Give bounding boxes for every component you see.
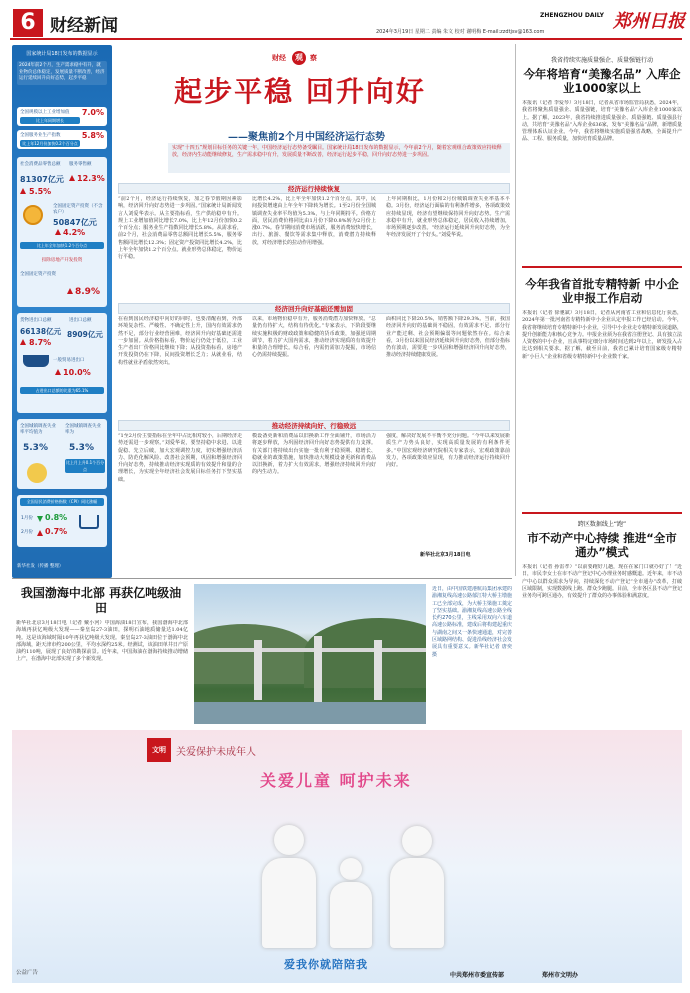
bottom-left-title: 我国渤海中北部 再获亿吨级油田 (20, 586, 182, 615)
page-number: 6 (13, 9, 43, 37)
section-title-3: 推动经济持续向好、行稳致远 (118, 420, 510, 431)
lead-col-c3: 强度，解决好发展不平衡不充分问题。“今年以来发展新质生产力势头良好，实现高质量发展的有利条件更多。”中国宏观经济研究院相关专家表示，宏观政策靠前发力，各项政策效应显现，有力推动经济运行持续回升向好。 (386, 433, 510, 469)
family-figure-child (340, 858, 362, 880)
sidebar-footer: 新华社发（传播 整理） (17, 564, 64, 569)
right-mid-body: 本报讯（记者 徐驰斌）3月18日，记者从河南省工业和信息化厅获悉，2024年第一批河南省专精特新中小企业认定申报工作已经启动。今年，我省将继续培育专精特新中小企业，引导中小企业走专精特新发展道路，提升创新能力和核心竞争力。申报企业须为在我省注册登记、具有独立法人资格的中小企业，且从事特定细分市场时间达到2年以上，研发投入占比达到相关要求。据了解，截至目前，我省已累计培育国家级专精特新“小巨人”企业和省级专精特新中小企业数千家。 (522, 310, 682, 360)
arrow-up-icon (20, 188, 26, 194)
lead-col-2: 比增长4.2%，比上年全年加快1.2个百分点。其中，民间投资增速由上年全年下降转为增长。1至2月份全国城镇调查失业率平均值为5.3%，与上年同期持平。价格方面，居民消费价格同比由1月份下降0.8%转为2月份上涨0.7%。春节期间消费市场活跃，服务消费较快增长，出行、旅游、餐饮等需求集中释放，消费潜力持续释放，对经济增长的拉动作用增强。 (252, 196, 376, 246)
ad-stamp: 文明 (147, 738, 171, 762)
metric-trade-panel: 货物进出口总额 66138亿元 8.7% 进出口总额 8909亿元 一般贸易进出口 10.0% 占进出口总额的比重为65.1% (17, 313, 107, 413)
masthead (0, 0, 690, 40)
metric-services: 全国服务业生产指数 5.8% 比上年12月份加快0.2个百分点 (17, 130, 107, 149)
right-bottom-title: 市不动产中心持续 推进“全市通办”模式 (527, 531, 677, 559)
arrow-up-icon (20, 339, 26, 345)
ad-slogan-big: 关爱儿童 呵护未来 (260, 771, 412, 790)
coin-icon (23, 205, 43, 225)
right-divider-1 (522, 266, 682, 268)
badge-word-1: 财经 (272, 54, 286, 62)
family-figure-child (330, 882, 372, 948)
right-bottom-body: 本报讯（记者 孙雷孝）“以前要跑好几趟，现在在家门口就办好了！”近日，市民李女士在市不动产登记中心办理业务时感慨道。近年来，市不动产中心以群众需求为导向，持续深化不动产登记“全市通办”改革，打破区域限制，实现数据线上跑、群众少跑腿。目前，全市各区县不动产登记业务均可跨区通办，有效提升了群众的办事体验和满意度。 (522, 564, 682, 600)
worker-icon (27, 463, 47, 483)
metric-consumption-panel: 社会消费品零售总额 81307亿元 5.5% 服务零售额 12.3% 全国固定资产投资（不含农户） 50847亿元 4.2% 比上年全年加快1.2个百分点 扣除房地产开发投资 全国固定资产投资 8.9% (17, 157, 107, 307)
lead-col-b1: 在看到国民经济稳中向好的同时，也要清醒看到，外部环境复杂性、严峻性、不确定性上升，国内有效需求仍然不足，部分行业经营困难，经济回升向好基础还需进一步加固。从价格指标看，物价运行仍处于低位，工业生产者出厂价格同比继续下降；从投资指标看，房地产开发投资仍在下降，民间投资增长乏力；从就业看，结构性就业矛盾依然突出。 (118, 316, 242, 366)
ad-tagline: 爱我你就陪陪我 (284, 958, 368, 971)
family-figure-adult (274, 825, 304, 855)
paper-name-cn: 郑州日报 (613, 11, 685, 32)
lead-summary: 实现“十四五”规划目标任务的关键一年，中国经济运行态势备受瞩目。国家统计局18日发布的数据显示，今年前2个月，随着宏观组合政策效应持续释放，经济内生动能继续修复，生产需求稳中有升，发展质量不断改善，经济运行起步平稳，回升向好态势进一步巩固。 (168, 143, 510, 173)
bottom-left-body: 新华社北京3月18日电（记者 戴小河）中国海油18日宣布，我国渤海中北部海域再获亿吨级大发现——秦皇岛27-3油田，探明石油地质储量达1.04亿吨。这是该海域时隔10年再获亿吨级大发现。秦皇岛27-3油田位于渤海中北部海域，距天津市约200公里，平均水深约25米。经测试，该油田单井日产原油约110吨，展现了良好的勘探前景。近年来，中国海油在渤海持续推动增储上产，在渤海中北部实现了多个新发现。 (16, 620, 188, 663)
right-top-body: 本报讯（记者 李爱琴）3月18日，记者从省市场监管局获悉，2024年，我省将聚焦质量强企、质量强链，培育“美豫名品”入库企业1000家以上。据了解，2023年，我省持续推进质量强企、质量强链、质量强县行动，共培育“美豫名品”入库企业636家，发布“美豫名品”品牌，新增质量管理体系认证企业。今年，我省将继续实施质量强省战略，全面提升产品、工程、服务质量，加快培育质量品牌。 (522, 100, 682, 143)
ad-sponsor-1: 中共郑州市委宣传部 (450, 972, 505, 979)
photo-caption: 近日，由中国铁建港航局集团承建的渝湘复线高速公路郁江特大桥主墩施工已全部完成，为大桥主梁施工奠定了坚实基础。渝湘复线高速公路全线长约270公里，主线采用双向六车道高速公路标准，建成后将构建起重庆与湖南之间又一条快速通道，对完善区域路网结构、促进沿线经济社会发展具有重要意义。新华社记者 唐奕 摄 (432, 586, 512, 658)
lead-badge (262, 51, 342, 65)
lead-col-b3: 面积同比下降20.5%，销售额下降29.3%。当前，我国经济回升向好的基础尚不稳固，有效需求不足、部分行业产能过剩、社会预期偏弱等问题依然存在。综合来看，3月份以来国民经济延续回升向好态势，但部分指标仍有波动，需要进一步巩固和增强经济回升向好态势，推动经济持续健康发展。 (386, 316, 510, 359)
lead-col-b2: 以来，市场物价稳中有升，服务消费潜力加快释放。“总量仍有待扩大，结构有待优化。”专家表示，下阶段要继续实施积极的财政政策和稳健的货币政策，加强逆周期调节，着力扩大国内需求，推动经济实现质的有效提升和量的合理增长。综合看，内需仍需加力提振，市场信心仍需持续提振。 (252, 316, 376, 359)
metric-industry: 全国规模以上工业增加值 7.0% 比上年同期增长 (17, 107, 107, 126)
bridge-photo (194, 584, 426, 724)
paper-name-en: ZHENGZHOU DAILY (540, 12, 604, 19)
metric-employment-panel: 全国城镇调查失业率平均值为 5.3% 全国城镇调查失业率为 5.3% 比上月上升0.1个百分点 (17, 419, 107, 489)
arrow-down-icon (37, 516, 43, 522)
masthead-rule (10, 38, 682, 40)
cart-icon (79, 515, 99, 529)
section-title-2: 经济回升向好基础还需加固 (118, 303, 510, 314)
bridge-pier (254, 640, 262, 700)
badge-word-3: 察 (310, 54, 317, 62)
mid-rule (12, 578, 512, 579)
mountain-shape (304, 618, 426, 688)
lead-col-c2: 模设备更新和消费品以旧换新工作全面铺开，市场活力将逐步释放，为巩固经济回升向好态势提供有力支撑。有关部门将持续出台实施一批有利于稳预期、稳增长、稳就业的政策措施，加快推动大规模设备更新和消费品以旧换新，着力扩大有效需求，增强经济持续回升向好的内生动力。 (252, 433, 376, 476)
right-divider-2 (522, 512, 682, 514)
right-bottom-kicker: 跨区数据线上“跑” (577, 521, 627, 528)
right-top-title: 今年将培育“美豫名品” 入库企业1000家以上 (523, 67, 681, 95)
metric-cpi-panel: 全国居民消费价格指数（CPI）同比涨幅 1月份 0.8% 2月份 0.7% (17, 495, 107, 547)
arrow-up-icon (55, 229, 61, 235)
sidebar-header: 国家统计局18日发布的数据显示 (26, 51, 98, 57)
bridge-deck (194, 648, 426, 652)
right-mid-title: 今年我省首批专精特新 中小企业申报工作启动 (525, 277, 679, 305)
lead-subhead: ——聚焦前2个月中国经济运行态势 (228, 132, 385, 143)
lead-credit: 新华社北京3月18日电 (420, 552, 471, 558)
infographic-sidebar (12, 45, 112, 578)
lead-col-3: 上年同期相比，1月份和2月份城镇调查失业率基本平稳。3月份，经济运行面临的有利条件增多，各项政策效应持续显现，经济有望继续保持回升向好态势。生产需求稳中有升，就业形势总体稳定，居民收入持续增加，市场预期逐步改善。“经济运行延续回升向好态势，为全年经济发展开了个好头。”刘爱华说。 (386, 196, 510, 239)
section-title: 财经新闻 (50, 16, 118, 36)
date-line: 2024年3月19日 星期二 责编 朱文 校对 谢明梅 E-mail:zzdtjsv@163.com (376, 29, 545, 35)
bridge-pier (314, 636, 322, 704)
right-column-rule (515, 44, 516, 576)
lead-col-1: “前2个月，经济运行持续恢复，加之春节假期因素影响，经济回升向好态势进一步巩固。”国家统计局新闻发言人刘爱华表示。从主要指标看，生产供给稳中有升。规上工业增加值同比增长7.0%，比上年12月份加快0.2个百分点；服务业生产指数同比增长5.8%。从需求看，前2个月，社会消费品零售总额同比增长5.5%，服务零售额同比增长12.3%；固定资产投资同比增长4.2%，比上年全年加快1.2个百分点。就业形势总体稳定，物价运行平稳。 (118, 196, 242, 261)
lead-col-c1: “1至2月份主要指标在全年中占比相对较小，后期经济走势还需进一步观察。”刘爱华说，要坚持稳中求进、以进促稳、先立后破，加大宏观调控力度，切实增强经济活力、防范化解风险、改善社会预期，巩固和增强经济回升向好态势，持续推动经济实现质的有效提升和量的合理增长，为实现全年经济社会发展目标任务打下坚实基础。 (118, 433, 242, 483)
public-service-ad (12, 730, 682, 983)
arrow-up-icon (55, 369, 61, 375)
badge-word-2: 观 (292, 51, 306, 65)
sidebar-intro: 2024年前2个月，生产需求稳中有升，就业物价总体稳定，发展质量不断改善，经济运行延续回升向好态势，起步平稳 (17, 61, 107, 85)
bridge-pier (374, 640, 382, 700)
family-figure-adult (390, 858, 444, 948)
ad-label: 公益广告 (16, 970, 39, 976)
family-figure-adult (402, 826, 432, 856)
arrow-up-icon (37, 530, 43, 536)
arrow-up-icon (67, 288, 73, 294)
ship-icon (23, 355, 49, 367)
river (194, 702, 426, 724)
right-top-kicker: 我省持续实施质量强企、质量强链行动 (550, 57, 653, 64)
ad-slogan-small: 关爱保护未成年人 (176, 747, 256, 758)
family-figure-adult (262, 858, 316, 948)
lead-headline: 起步平稳 回升向好 (174, 75, 426, 108)
ad-sponsor-2: 郑州市文明办 (542, 972, 579, 979)
arrow-up-icon (69, 175, 75, 181)
section-title-1: 经济运行持续恢复 (118, 183, 510, 194)
